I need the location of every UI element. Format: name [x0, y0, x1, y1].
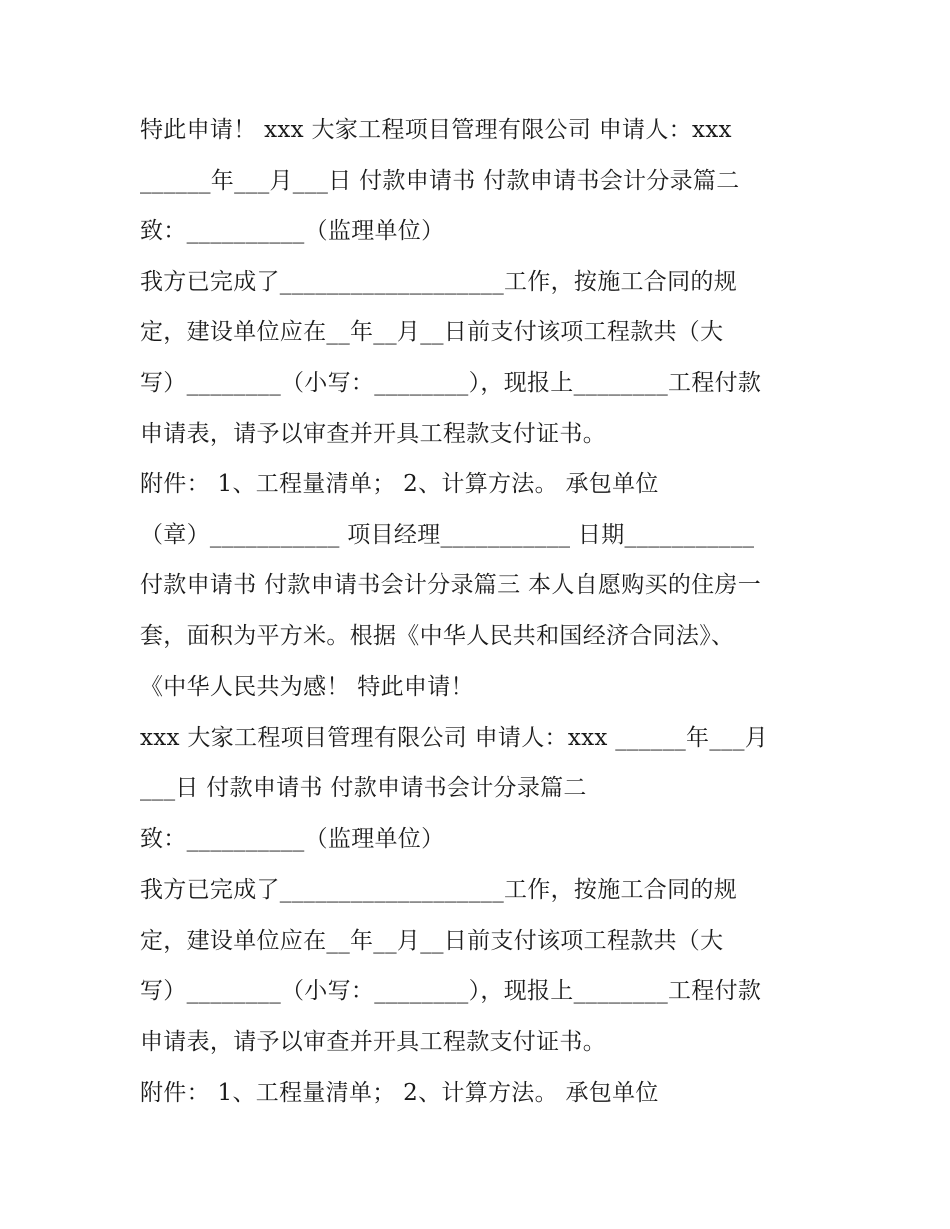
- text-line: xxx 大家工程项目管理有限公司 申请人：xxx ______年___月: [140, 725, 769, 751]
- text-line: ______年___月___日 付款申请书 付款申请书会计分录篇二: [140, 168, 740, 194]
- text-line: 《中华人民共为感！ 特此申请！: [140, 674, 474, 700]
- text-line: 附件： 1、工程量清单； 2、计算方法。 承包单位: [140, 1080, 659, 1106]
- text-line: 付款申请书 付款申请书会计分录篇三 本人自愿购买的住房一: [140, 572, 762, 598]
- text-line: 定，建设单位应在__年__月__日前支付该项工程款共（大: [140, 928, 724, 954]
- text-line: 申请表，请予以审查并开具工程款支付证书。: [140, 421, 606, 447]
- text-line: 套，面积为平方米。根据《中华人民共和国经济合同法》、: [140, 623, 735, 649]
- text-line: （章）___________ 项目经理___________ 日期___________: [140, 522, 755, 548]
- text-line: 特此申请！ xxx 大家工程项目管理有限公司 申请人：xxx: [140, 117, 732, 143]
- text-line: ___日 付款申请书 付款申请书会计分录篇二: [140, 775, 587, 801]
- text-line: 致：__________（监理单位）: [140, 218, 445, 244]
- text-line: 申请表，请予以审查并开具工程款支付证书。: [140, 1029, 606, 1055]
- text-line: 写）________（小写：________），现报上________工程付款: [140, 978, 762, 1004]
- text-line: 我方已完成了___________________工作，按施工合同的规: [140, 269, 737, 295]
- text-line: 附件： 1、工程量清单； 2、计算方法。 承包单位: [140, 471, 659, 497]
- text-line: 我方已完成了___________________工作，按施工合同的规: [140, 877, 737, 903]
- text-line: 写）________（小写：________），现报上________工程付款: [140, 370, 762, 396]
- text-line: 致：__________（监理单位）: [140, 826, 445, 852]
- text-line: 定，建设单位应在__年__月__日前支付该项工程款共（大: [140, 319, 724, 345]
